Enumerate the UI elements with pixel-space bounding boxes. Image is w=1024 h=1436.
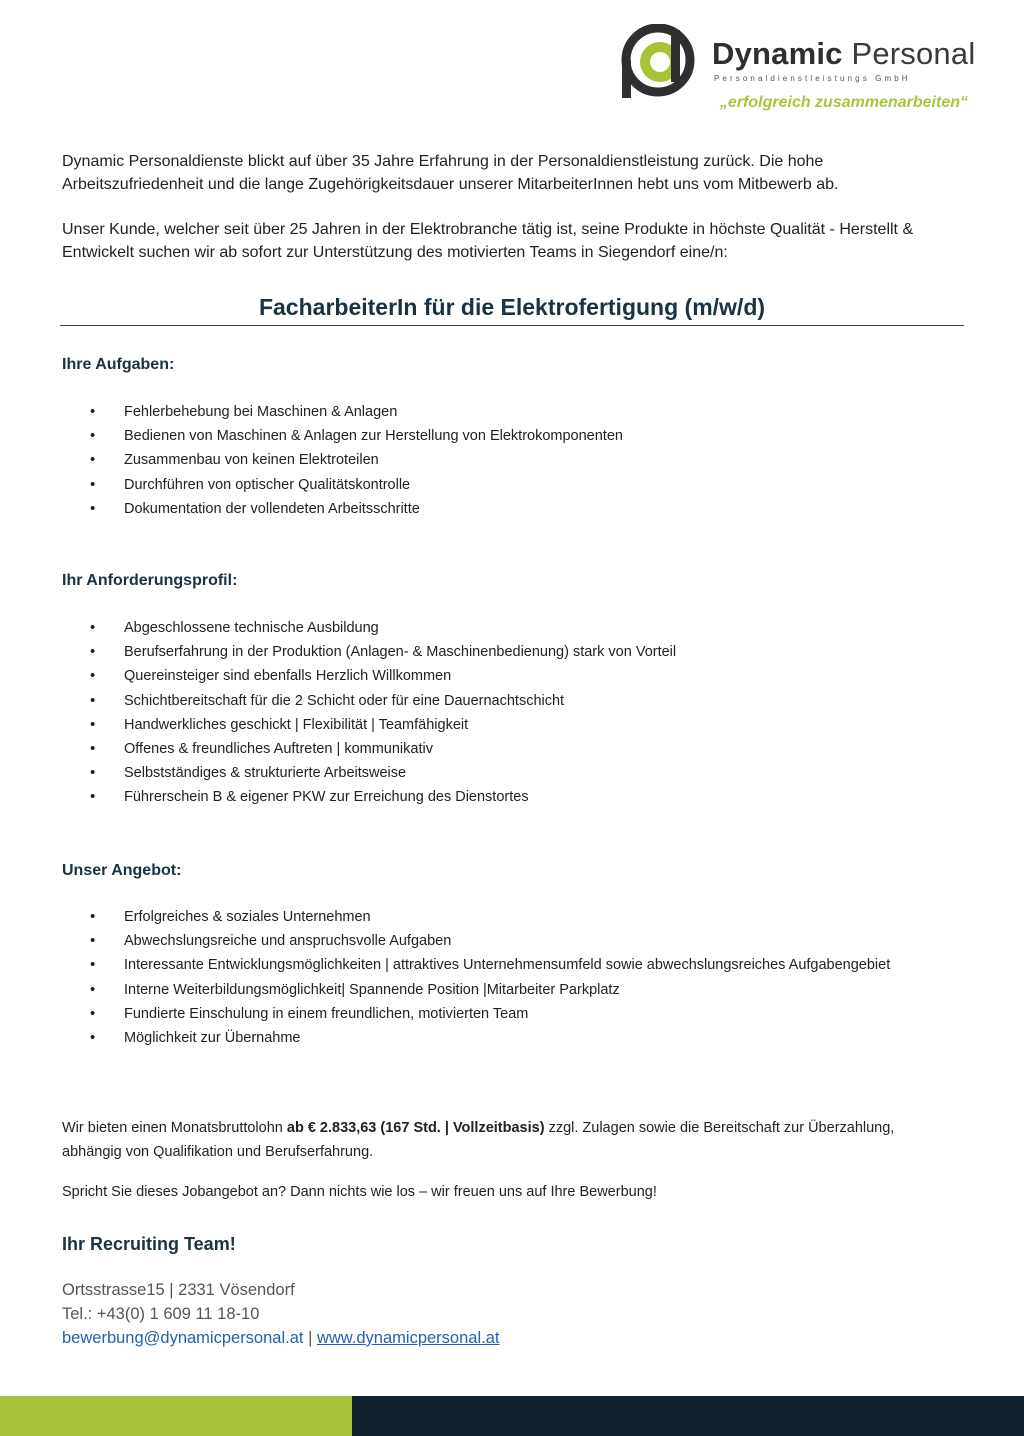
list-item: • Führerschein B & eigener PKW zur Erreichung des Dienstortes xyxy=(90,785,910,809)
company-logo xyxy=(620,24,990,104)
list-item: • Durchführen von optischer Qualitätskontrolle xyxy=(90,473,910,497)
contact-block: Ortsstrasse15 | 2331 Vösendorf Tel.: +43(0) 1 609 11 18-10 bewerbung@dynamicpersonal.at | www.dynamicpersonal.at xyxy=(62,1278,499,1350)
contact-phone: Tel.: +43(0) 1 609 11 18-10 xyxy=(62,1305,260,1323)
offer-heading: Unser Angebot: xyxy=(62,862,182,879)
website-link[interactable]: www.dynamicpersonal.at xyxy=(316,1329,500,1347)
salary-amount: ab € 2.833,63 (167 Std. | Vollzeitbasis) xyxy=(286,1120,545,1136)
list-item: • Dokumentation der vollendeten Arbeitsschritte xyxy=(90,497,910,521)
closing-text: Spricht Sie dieses Jobangebot an? Dann nichts wie los – wir freuen uns auf Ihre Bewerbung! xyxy=(62,1184,657,1200)
list-item: • Interne Weiterbildungsmöglichkeit| Spannende Position |Mitarbeiter Parkplatz xyxy=(90,978,910,1002)
salary-text: Wir bieten einen Monatsbruttolohn ab € 2.833,63 (167 Std. | Vollzeitbasis) zzgl. Zulagen sowie die Bereitschaft zur Überzahlung, abhängig von Qualifikation und Berufserfahrung. xyxy=(62,1120,895,1160)
list-item: • Offenes & freundliches Auftreten | kommunikativ xyxy=(90,737,910,761)
footer-bar-dark xyxy=(352,1396,1024,1436)
brand-subtitle: Personaldienstleistungs GmbH xyxy=(714,74,911,83)
intro xyxy=(62,150,942,264)
brand-name: Dynamic Personal xyxy=(712,36,976,71)
list-item: • Schichtbereitschaft für die 2 Schicht oder für eine Dauernachtschicht xyxy=(90,689,910,713)
list-item: • Berufserfahrung in der Produktion (Anlagen- & Maschinenbedienung) stark von Vorteil xyxy=(90,640,910,664)
job-title: FacharbeiterIn für die Elektrofertigung (m/w/d) xyxy=(60,294,964,326)
list-item: • Quereinsteiger sind ebenfalls Herzlich Willkommen xyxy=(90,664,910,688)
list-item: • Handwerkliches geschickt | Flexibilität | Teamfähigkeit xyxy=(90,713,910,737)
offer-list xyxy=(90,905,910,1050)
profile-list xyxy=(90,616,910,810)
list-item: • Erfolgreiches & soziales Unternehmen xyxy=(90,905,910,929)
list-item: • Fehlerbehebung bei Maschinen & Anlagen xyxy=(90,400,910,424)
slogan: „erfolgreich zusammenarbeiten“ xyxy=(719,94,968,111)
intro-paragraph-2: Unser Kunde, welcher seit über 25 Jahren in der Elektrobranche tätig ist, seine Produkte in höchste Qualität - Herstellt & Entwickelt suchen wir ab sofort zur Unterstützung des motivierten Teams in Siegendorf eine/n: xyxy=(62,221,914,261)
list-item: • Abwechslungsreiche und anspruchsvolle Aufgaben xyxy=(90,929,910,953)
profile-heading: Ihr Anforderungsprofil: xyxy=(62,572,238,589)
list-item: • Interessante Entwicklungsmöglichkeiten | attraktives Unternehmensumfeld sowie abwechslungsreiches Aufgabengebiet xyxy=(90,953,910,977)
list-item: • Abgeschlossene technische Ausbildung xyxy=(90,616,910,640)
team-signature: Ihr Recruiting Team! xyxy=(62,1234,236,1254)
contact-address: Ortsstrasse15 | 2331 Vösendorf xyxy=(62,1281,295,1299)
list-item: • Möglichkeit zur Übernahme xyxy=(90,1026,910,1050)
list-item: • Zusammenbau von keinen Elektroteilen xyxy=(90,448,910,472)
intro-paragraph-1: Dynamic Personaldienste blickt auf über 35 Jahre Erfahrung in der Personaldienstleistung zurück. Die hohe Arbeitszufriedenheit und die lange Zugehörigkeitsdauer unserer MitarbeiterInnen hebt uns vom Mitbewerb ab. xyxy=(62,153,839,193)
tasks-heading: Ihre Aufgaben: xyxy=(62,356,175,373)
tasks-list xyxy=(90,400,910,521)
list-item: • Selbstständiges & strukturierte Arbeitsweise xyxy=(90,761,910,785)
list-item: • Bedienen von Maschinen & Anlagen zur Herstellung von Elektrokomponenten xyxy=(90,424,910,448)
logo-mark-icon xyxy=(620,24,700,100)
contact-email-link[interactable]: bewerbung@dynamicpersonal.at xyxy=(62,1329,304,1347)
list-item: • Fundierte Einschulung in einem freundlichen, motivierten Team xyxy=(90,1002,910,1026)
footer-bar-green xyxy=(0,1396,352,1436)
